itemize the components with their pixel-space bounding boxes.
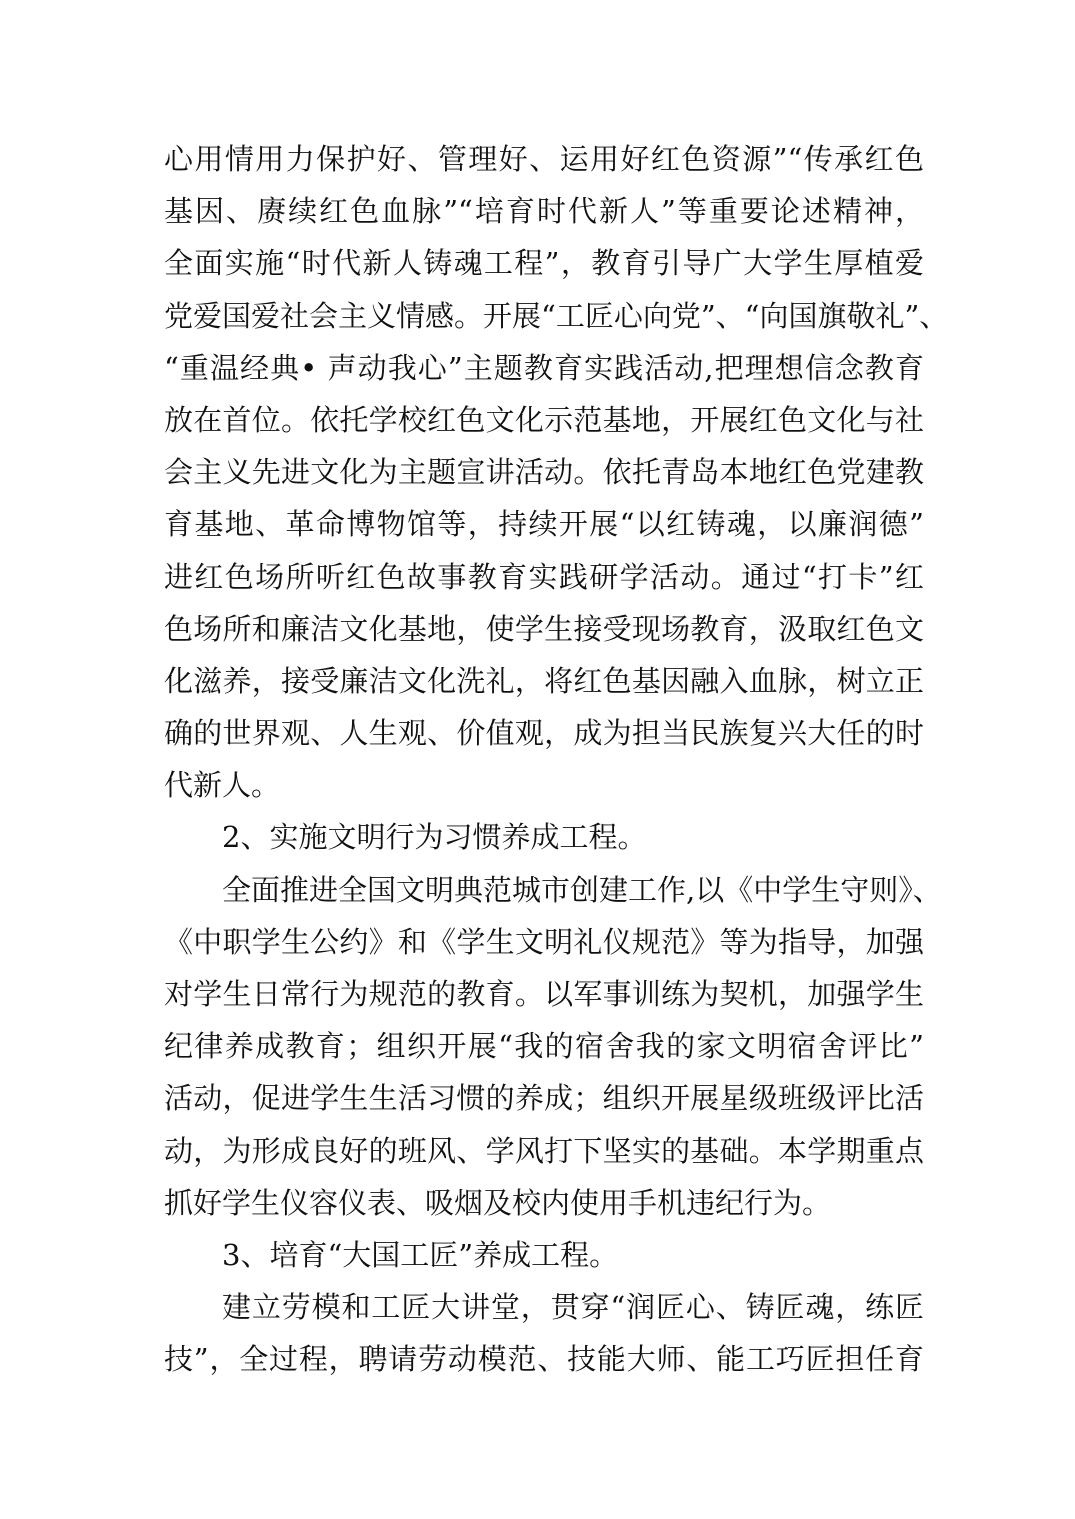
paragraph-line: 全面推进全国文明典范城市创建工作,以《中学生守则》、 [222,872,942,907]
paragraph-line: 育基地、革命博物馆等，持续开展“以红铸魂，以廉润德” [164,507,924,542]
paragraph-line: 基因、赓续红色血脉”“培育时代新人”等重要论述精神， [164,194,924,229]
paragraph-line: 《中职学生公约》和《学生文明礼仪规范》等为指导，加强 [164,924,924,959]
paragraph-line: 全面实施“时代新人铸魂工程”，教育引导广大学生厚植爱 [164,246,924,281]
paragraph-line: 党爱国爱社会主义情感。开展“工匠心向党”、“向国旗敬礼”、 [164,298,949,333]
paragraph-line: 化滋养，接受廉洁文化洗礼，将红色基因融入血脉，树立正 [164,663,924,698]
paragraph-line: 心用情用力保护好、管理好、运用好红色资源”“传承红色 [164,142,924,176]
paragraph-line: 确的世界观、人生观、价值观，成为担当民族复兴大任的时 [164,716,924,751]
paragraph-line: 技”，全过程，聘请劳动模范、技能大师、能工巧匠担任育 [164,1342,924,1377]
paragraph-line: 进红色场所听红色故事教育实践研学活动。通过“打卡”红 [164,559,924,594]
paragraph-line: 代新人。 [164,768,281,803]
paragraph-line: 建立劳模和工匠大讲堂，贯穿“润匠心、铸匠魂，练匠 [222,1290,924,1325]
paragraph-line: 色场所和廉洁文化基地，使学生接受现场教育，汲取红色文 [164,611,924,646]
paragraph-line: 纪律养成教育；组织开展“我的宿舍我的家文明宿舍评比” [164,1029,924,1064]
paragraph-line: 放在首位。依托学校红色文化示范基地，开展红色文化与社 [164,402,924,437]
paragraph-line: “重温经典• 声动我心”主题教育实践活动,把理想信念教育 [164,350,924,385]
paragraph-line: 活动，促进学生生活习惯的养成；组织开展星级班级评比活 [164,1081,924,1116]
document-body [164,133,949,1386]
section-heading: 3、培育“大国工匠”养成工程。 [222,1237,619,1272]
paragraph-line: 抓好学生仪容仪表、吸烟及校内使用手机违纪行为。 [164,1185,832,1220]
paragraph-line: 对学生日常行为规范的教育。以军事训练为契机，加强学生 [164,977,924,1011]
section-heading: 2、实施文明行为习惯养成工程。 [222,820,647,855]
paragraph-line: 会主义先进文化为主题宣讲活动。依托青岛本地红色党建教 [164,455,924,490]
paragraph-line: 动，为形成良好的班风、学风打下坚实的基础。本学期重点 [164,1133,924,1168]
